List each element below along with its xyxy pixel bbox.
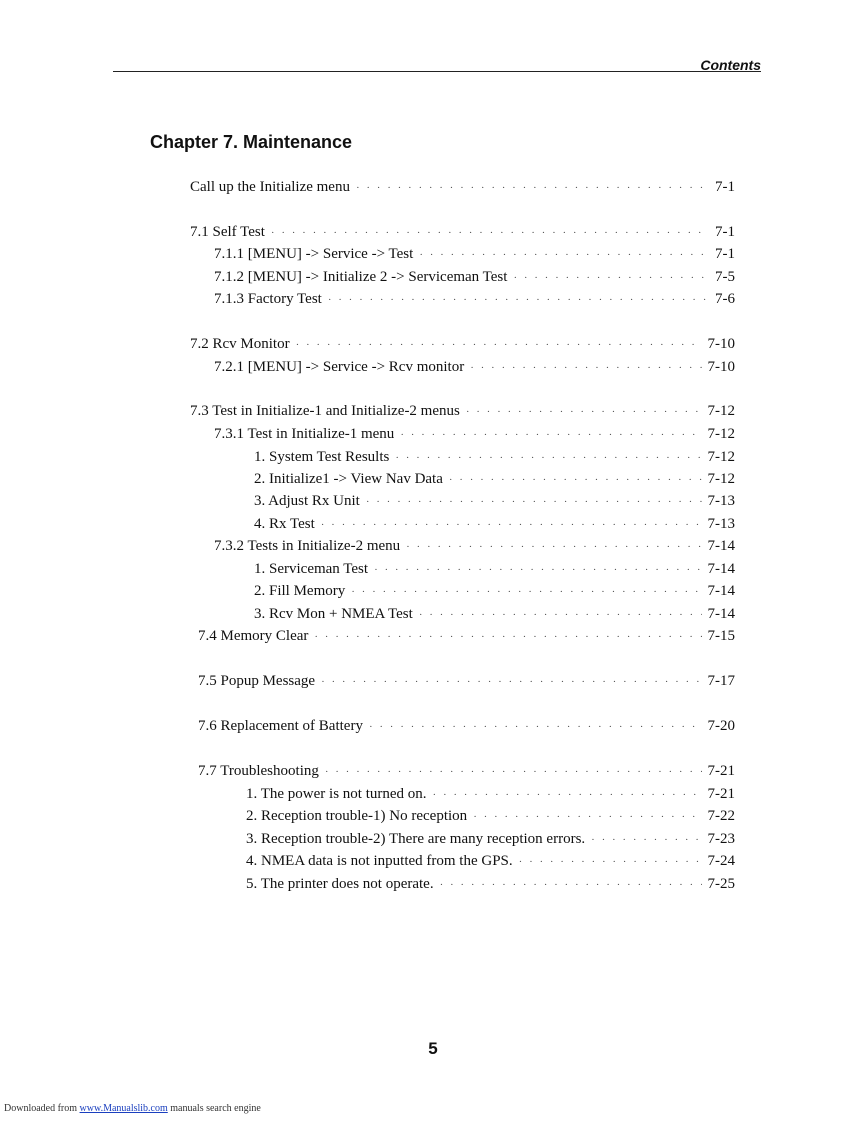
header-rule	[113, 71, 761, 72]
toc-entry[interactable]	[254, 490, 735, 512]
footer-prefix: Downloaded from	[4, 1103, 78, 1114]
toc-entry[interactable]	[246, 873, 735, 895]
toc-entry-label: 1. Serviceman Test	[254, 561, 369, 577]
dot-leader	[366, 491, 702, 513]
toc-entry-label: 7.1 Self Test	[190, 224, 265, 240]
toc-entry-page: 7-23	[707, 831, 735, 847]
toc-entry[interactable]	[246, 783, 735, 805]
toc-entry-label: 4. NMEA data is not inputted from the GPS.	[246, 853, 513, 869]
dot-leader	[321, 671, 701, 693]
toc-entry-label: 7.1.3 Factory Test	[214, 291, 322, 307]
dot-leader	[406, 536, 701, 558]
dot-leader	[314, 626, 701, 648]
toc-entry-page: 7-21	[707, 786, 735, 802]
toc-entry-label: 7.3.1 Test in Initialize-1 menu	[214, 426, 395, 442]
toc-entry[interactable]	[214, 288, 735, 310]
dot-leader	[356, 177, 709, 199]
dot-leader	[328, 289, 709, 311]
toc-entry-page: 7-1	[715, 224, 735, 240]
toc-entry-label: 1. System Test Results	[254, 449, 390, 465]
dot-leader	[470, 357, 701, 379]
toc-entry-page: 7-14	[707, 538, 735, 554]
toc-entry[interactable]	[198, 670, 735, 692]
toc-entry-label: 2. Reception trouble-1) No reception	[246, 808, 468, 824]
toc-entry[interactable]	[214, 266, 735, 288]
dot-leader	[351, 581, 701, 603]
toc-entry[interactable]	[190, 333, 735, 355]
toc-entry[interactable]	[246, 828, 735, 850]
toc-entry[interactable]	[198, 715, 735, 737]
dot-leader	[369, 716, 702, 738]
toc-entry-page: 7-5	[715, 269, 735, 285]
manualslib-link[interactable]: www.Manualslib.com	[79, 1103, 168, 1114]
dot-leader	[325, 761, 702, 783]
toc-entry-page: 7-12	[707, 449, 735, 465]
dot-leader	[591, 829, 701, 851]
toc-entry[interactable]	[214, 356, 735, 378]
toc-entry-label: 7.2.1 [MENU] -> Service -> Rcv monitor	[214, 359, 465, 375]
toc-entry-page: 7-1	[715, 246, 735, 262]
toc-entry-label: 3. Rcv Mon + NMEA Test	[254, 606, 413, 622]
dot-leader	[449, 469, 702, 491]
dot-leader	[395, 447, 701, 469]
toc-entry-page: 7-10	[707, 336, 735, 352]
dot-leader	[419, 604, 702, 626]
toc-entry-page: 7-21	[707, 763, 735, 779]
toc-entry[interactable]	[254, 558, 735, 580]
toc-entry[interactable]	[198, 760, 735, 782]
dot-leader	[473, 806, 701, 828]
toc-entry-label: 7.7 Troubleshooting	[198, 763, 319, 779]
toc-entry-label: 1. The power is not turned on.	[246, 786, 427, 802]
dot-leader	[374, 559, 701, 581]
toc-entry-page: 7-12	[707, 426, 735, 442]
toc-entry[interactable]	[254, 580, 735, 602]
dot-leader	[440, 874, 702, 896]
toc-entry-page: 7-20	[707, 718, 735, 734]
dot-leader	[400, 424, 701, 446]
dot-leader	[433, 784, 702, 806]
toc-entry-label: 7.1.2 [MENU] -> Initialize 2 -> Serviceman Test	[214, 269, 508, 285]
toc-entry-page: 7-25	[707, 876, 735, 892]
toc-entry-label: 7.3.2 Tests in Initialize-2 menu	[214, 538, 401, 554]
toc-entry-label: 7.1.1 [MENU] -> Service -> Test	[214, 246, 414, 262]
toc-entry-label: 2. Initialize1 -> View Nav Data	[254, 471, 443, 487]
toc-entry-page: 7-12	[707, 471, 735, 487]
dot-leader	[519, 851, 702, 873]
toc-entry[interactable]	[254, 513, 735, 535]
toc-entry[interactable]	[198, 625, 735, 647]
toc-entry-page: 7-24	[707, 853, 735, 869]
toc-entry-page: 7-6	[715, 291, 735, 307]
footer-tagline: manuals search engine	[170, 1103, 261, 1114]
toc-entry-label: 7.4 Memory Clear	[198, 628, 309, 644]
toc-entry[interactable]	[190, 176, 735, 198]
dot-leader	[419, 244, 709, 266]
toc-entry-label: 7.2 Rcv Monitor	[190, 336, 290, 352]
page-number: 5	[428, 1039, 438, 1058]
toc-entry[interactable]	[214, 535, 735, 557]
dot-leader	[513, 267, 709, 289]
toc-entry[interactable]	[254, 468, 735, 490]
toc-entry-page: 7-14	[707, 606, 735, 622]
toc-entry[interactable]	[246, 850, 735, 872]
toc-entry-label: 7.6 Replacement of Battery	[198, 718, 363, 734]
toc-entry-label: 3. Adjust Rx Unit	[254, 493, 360, 509]
toc-entry[interactable]	[246, 805, 735, 827]
toc-entry-page: 7-22	[707, 808, 735, 824]
toc-entry[interactable]	[214, 243, 735, 265]
toc-entry[interactable]	[190, 400, 735, 422]
toc-entry[interactable]	[254, 603, 735, 625]
chapter-title: Chapter 7. Maintenance	[150, 132, 353, 152]
toc-entry-page: 7-14	[707, 561, 735, 577]
dot-leader	[466, 401, 702, 423]
toc-entry-page: 7-13	[707, 516, 735, 532]
toc-entry-page: 7-13	[707, 493, 735, 509]
toc-entry-page: 7-12	[707, 403, 735, 419]
toc-entry-label: 3. Reception trouble-2) There are many reception errors.	[246, 831, 586, 847]
toc-entry-page: 7-17	[707, 673, 735, 689]
toc-entry[interactable]	[190, 221, 735, 243]
toc-entry[interactable]	[214, 423, 735, 445]
toc-entry[interactable]	[254, 446, 735, 468]
toc-entry-label: 5. The printer does not operate.	[246, 876, 434, 892]
toc-entry-page: 7-14	[707, 583, 735, 599]
toc-entry-label: Call up the Initialize menu	[190, 179, 350, 195]
dot-leader	[321, 514, 702, 536]
dot-leader	[271, 222, 709, 244]
toc-entry-label: 7.3 Test in Initialize-1 and Initialize-2 menus	[190, 403, 460, 419]
toc-entry-page: 7-10	[707, 359, 735, 375]
toc-entry-page: 7-15	[707, 628, 735, 644]
toc-entry-label: 2. Fill Memory	[254, 583, 346, 599]
dot-leader	[296, 334, 702, 356]
toc-entry-label: 7.5 Popup Message	[198, 673, 316, 689]
toc-entry-page: 7-1	[715, 179, 735, 195]
running-header: Contents	[700, 57, 761, 73]
download-footer	[4, 1103, 261, 1114]
toc-entry-label: 4. Rx Test	[254, 516, 315, 532]
